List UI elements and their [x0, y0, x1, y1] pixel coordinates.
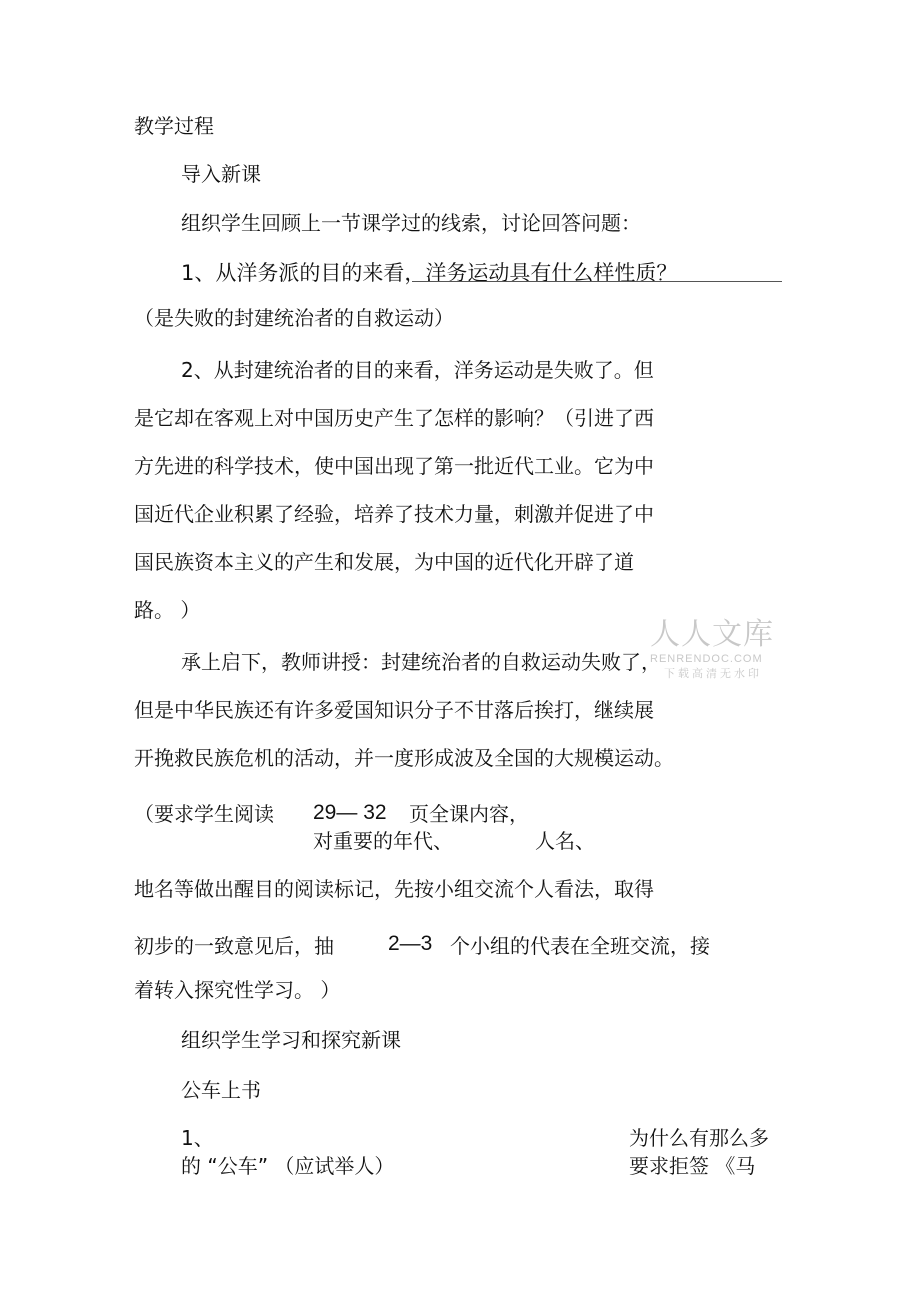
item-1-right-line1: 为什么有那么多 [629, 1126, 769, 1150]
reading-task-suffix: 页全课内容， [409, 802, 529, 826]
intro-instruction: 组织学生回顾上一节课学过的线索，讨论回答问题： [181, 211, 641, 235]
item-1-left-text: 的 “公车” （应试举人） [181, 1154, 395, 1178]
question-2-line: 是它却在客观上对中国历史产生了怎样的影响？（引进了西 [134, 406, 654, 430]
underline-rule [412, 281, 782, 282]
reading-task-line4a: 初步的一致意见后，抽 [134, 934, 334, 958]
reading-task-prefix: （要求学生阅读 [134, 802, 274, 826]
question-2-line: 方先进的科学技术，使中国出现了第一批近代工业。它为中 [134, 454, 654, 478]
item-1-number: 1、 [181, 1126, 214, 1150]
item-1-right-line2: 要求拒签 《马 [629, 1154, 756, 1178]
question-1: 1、从洋务派的目的来看，洋务运动具有什么样性质？ [181, 261, 678, 285]
question-1-answer: （是失败的封建统治者的自救运动） [134, 306, 454, 330]
question-2-line: 国民族资本主义的产生和发展，为中国的近代化开辟了道 [134, 550, 634, 574]
watermark-url: RENRENDOC.COM [650, 653, 763, 665]
reading-task-line4b: 个小组的代表在全班交流，接 [450, 934, 710, 958]
reading-task-line2b: 人名、 [535, 829, 595, 853]
transition-line: 但是中华民族还有许多爱国知识分子不甘落后挨打，继续展 [134, 698, 654, 722]
question-2-line: 国近代企业积累了经验，培养了技术力量，刺激并促进了中 [134, 502, 654, 526]
section-intro-title: 导入新课 [181, 162, 261, 186]
watermark-title: 人人文库 [650, 617, 774, 652]
topic-title: 公车上书 [181, 1078, 261, 1102]
heading-teaching-process: 教学过程 [134, 114, 214, 138]
section-new-title: 组织学生学习和探究新课 [181, 1028, 401, 1052]
watermark-subtitle: 下载高清无水印 [664, 667, 762, 680]
reading-task-line3: 地名等做出醒目的阅读标记，先按小组交流个人看法，取得 [134, 877, 654, 901]
question-2-line: 2、从封建统治者的目的来看，洋务运动是失败了。但 [181, 358, 654, 382]
transition-line: 承上启下，教师讲授：封建统治者的自救运动失败了， [181, 650, 661, 674]
question-2-line: 路。 ） [134, 598, 201, 622]
reading-task-groups: 2—3 [388, 932, 433, 955]
transition-line: 开挽救民族危机的活动，并一度形成波及全国的大规模运动。 [134, 746, 674, 770]
reading-task-line2a: 对重要的年代、 [313, 829, 453, 853]
reading-task-pages: 29— 32 [313, 801, 387, 824]
reading-task-line5: 着转入探究性学习。 ） [134, 978, 341, 1002]
